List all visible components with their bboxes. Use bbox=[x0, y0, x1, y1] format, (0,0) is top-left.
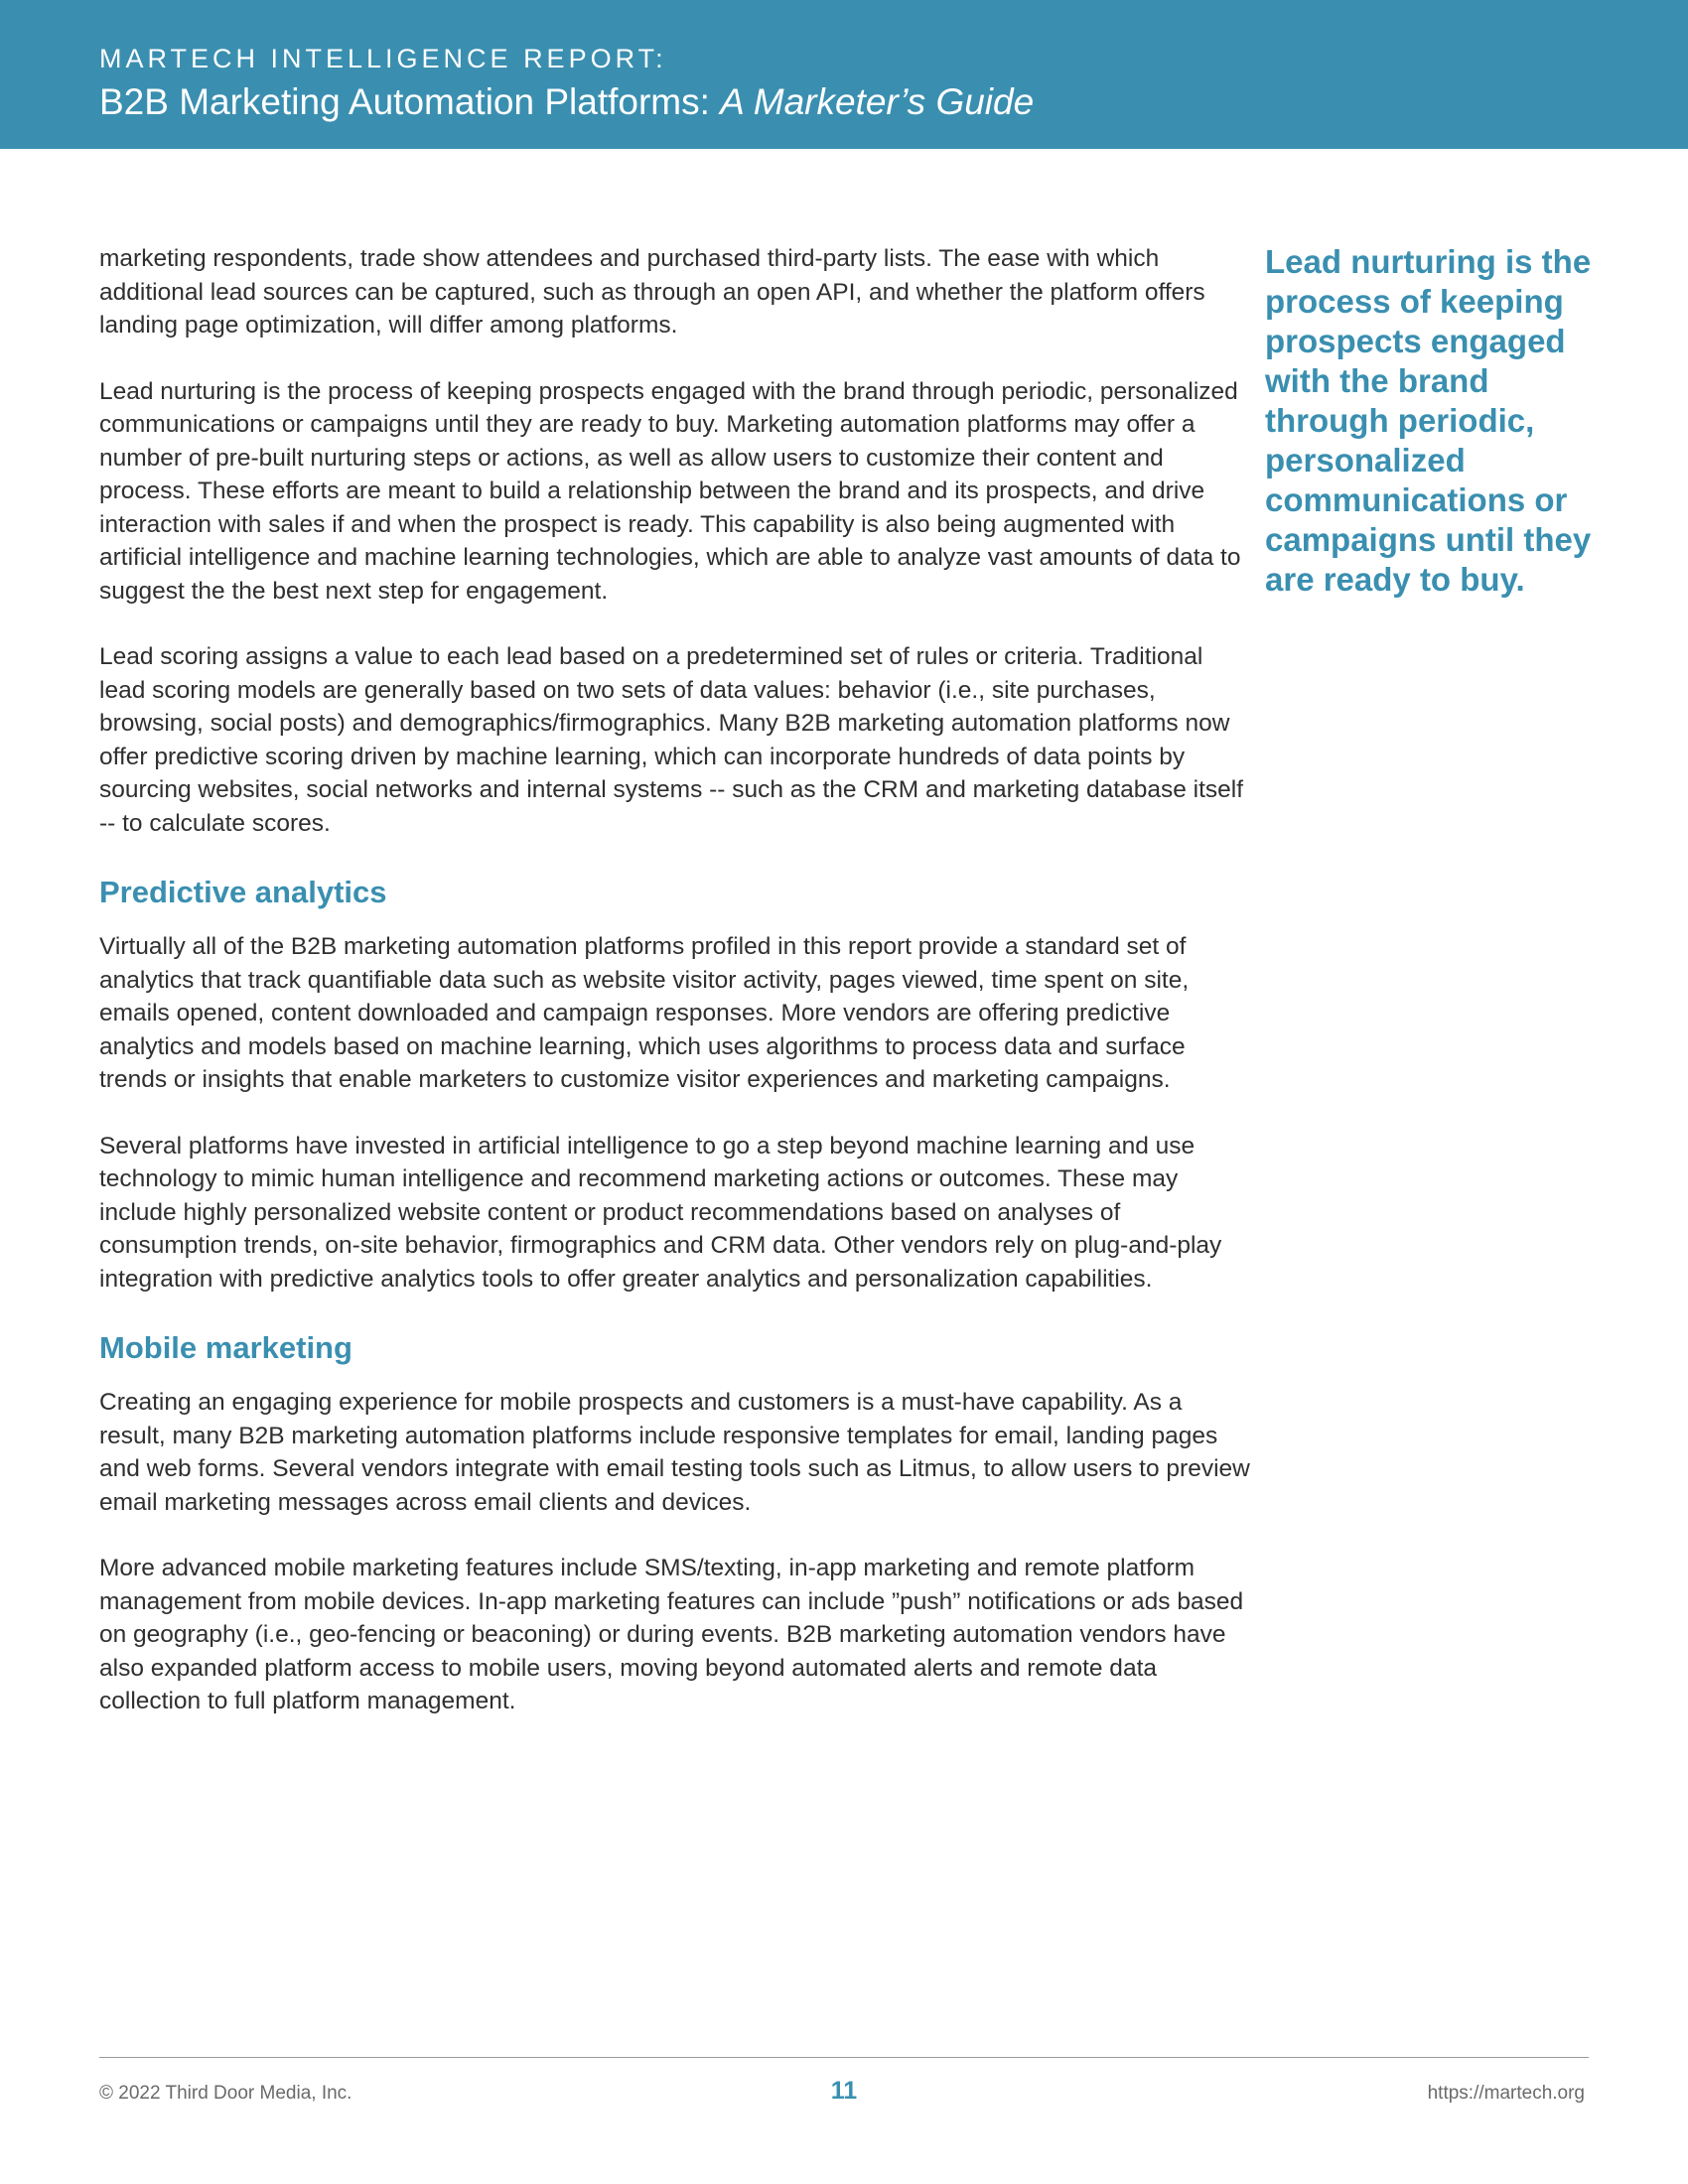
body-paragraph: Lead scoring assigns a value to each lead based on a predetermined set of rules or criteria. Traditional lead scoring models are generally based on two sets of data values: behavior (i.e., site purchases, browsing, social posts) and demographics/firmographics. Many B2B marketing automation platforms now offer predictive scoring driven by machine learning, which can incorporate hundreds of data points by sourcing websites, social networks and internal systems -- such as the CRM and marketing database itself -- to calculate scores. bbox=[99, 643, 1244, 837]
main-body-column bbox=[99, 242, 1251, 1751]
page-number: 11 bbox=[830, 2077, 858, 2105]
footer-copyright: © 2022 Third Door Media, Inc. bbox=[99, 2083, 352, 2104]
pull-quote: Lead nurturing is the process of keeping prospects engaged with the brand through periodic, personalized communications or campaigns until they are ready to buy. bbox=[1265, 243, 1592, 598]
section-heading-predictive-analytics: Predictive analytics bbox=[99, 875, 387, 909]
report-title bbox=[99, 81, 1034, 123]
report-header bbox=[0, 0, 1688, 149]
footer-url-link[interactable]: https://martech.org bbox=[1427, 2083, 1585, 2104]
body-paragraph: marketing respondents, trade show attendees and purchased third-party lists. The ease with which additional lead sources can be captured, such as through an open API, and whether the platform offers landing page optimization, will differ among platforms. bbox=[99, 245, 1205, 339]
report-series-label: MARTECH INTELLIGENCE REPORT: bbox=[99, 44, 667, 73]
footer-divider bbox=[99, 2057, 1589, 2058]
body-paragraph: Several platforms have invested in artificial intelligence to go a step beyond machine learning and use technology to mimic human intelligence and recommend marketing actions or outcomes. These may include highly personalized website content or product recommendations based on analyses of consumption trends, on-site behavior, firmographics and CRM data. Other vendors rely on plug-and-play integration with predictive analytics tools to offer greater analytics and personalization capabilities. bbox=[99, 1132, 1222, 1293]
body-paragraph: More advanced mobile marketing features include SMS/texting, in-app marketing and remote platform management from mobile devices. In-app marketing features can include ”push” notifications or ads based on geography (i.e., geo-fencing or beaconing) or during events. B2B marketing automation vendors have also expanded platform access to mobile users, moving beyond automated alerts and remote data collection to full platform management. bbox=[99, 1555, 1244, 1714]
body-paragraph: Creating an engaging experience for mobile prospects and customers is a must-have capability. As a result, many B2B marketing automation platforms include responsive templates for email, landing pages and web forms. Several vendors integrate with email testing tools such as Litmus, to allow users to preview email marketing messages across email clients and devices. bbox=[99, 1389, 1250, 1516]
body-paragraph: Lead nurturing is the process of keeping prospects engaged with the brand through periodic, personalized communications or campaigns until they are ready to buy. Marketing automation platforms may offer a number of pre-built nurturing steps or actions, as well as allow users to customize their content and process. These efforts are meant to build a relationship between the brand and its prospects, and drive interaction with sales if and when the prospect is ready. This capability is also being augmented with artificial intelligence and machine learning technologies, which are able to analyze vast amounts of data to suggest the the best next step for engagement. bbox=[99, 377, 1241, 605]
section-heading-mobile-marketing: Mobile marketing bbox=[99, 1330, 352, 1365]
body-paragraph: Virtually all of the B2B marketing automation platforms profiled in this report provide a standard set of analytics that track quantifiable data such as website visitor activity, pages viewed, time spent on site, emails opened, content downloaded and campaign responses. More vendors are offering predictive analytics and models based on machine learning, which uses algorithms to process data and surface trends or insights that enable marketers to customize visitor experiences and marketing campaigns. bbox=[99, 933, 1190, 1093]
report-title-main: B2B Marketing Automation Platforms: bbox=[99, 81, 721, 122]
report-title-italic: A Marketer’s Guide bbox=[720, 81, 1035, 122]
